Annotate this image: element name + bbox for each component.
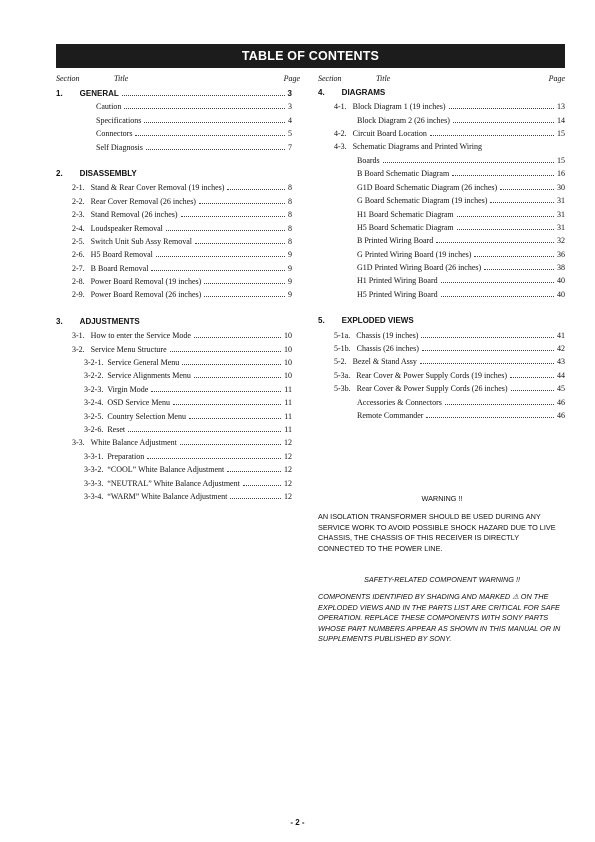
toc-entry-page: 46 — [557, 397, 565, 407]
toc-entry-page: 9 — [288, 277, 292, 287]
toc-entry[interactable] — [56, 140, 292, 153]
toc-entry[interactable] — [56, 207, 292, 220]
dot-leader — [457, 207, 554, 217]
toc-entry-page: 14 — [557, 115, 565, 125]
toc-entry-page: 9 — [288, 290, 292, 300]
toc-entry-title: G Board Schematic Diagram (19 inches) — [357, 196, 488, 206]
dot-leader — [452, 166, 554, 176]
toc-entry-page: 10 — [284, 331, 292, 341]
toc-entry-page: 30 — [557, 182, 565, 192]
dot-leader — [166, 221, 285, 231]
dot-leader — [421, 328, 554, 338]
toc-entry-number: 3-1. — [72, 331, 85, 341]
toc-entry-title: H5 Printed Wiring Board — [357, 289, 438, 299]
toc-entry[interactable] — [56, 221, 292, 234]
toc-section-heading[interactable] — [56, 86, 292, 99]
toc-entry[interactable] — [318, 328, 565, 341]
toc-entry-title: OSD Service Menu — [107, 398, 170, 408]
safety-body: COMPONENTS IDENTIFIED BY SHADING AND MARKED ⚠ ON THE EXPLODED VIEWS AND IN THE PARTS LIST ARE CRITICAL FOR SAFE OPERATION. REPLACE THESE COMPONENTS WITH SONY PARTS WHOSE PART NUMBERS APPEAR AS SHOWN IN THIS MANUAL OR IN SUPPLEMENTS PUBLISHED BY SONY. — [318, 592, 561, 644]
toc-entry-title: Preparation — [107, 451, 145, 461]
toc-entry[interactable] — [318, 341, 565, 354]
toc-entry[interactable] — [56, 342, 292, 355]
toc-entry[interactable] — [318, 381, 565, 394]
toc-entry-title: Caution — [96, 102, 122, 112]
dot-leader — [151, 382, 281, 392]
toc-entry-title: B Board Schematic Diagram — [357, 169, 450, 179]
toc-entry-page: 41 — [557, 330, 565, 340]
dot-leader — [189, 409, 281, 419]
toc-entry[interactable] — [56, 194, 292, 207]
toc-entry-title: “NEUTRAL” White Balance Adjustment — [107, 478, 240, 488]
dot-leader — [510, 368, 554, 378]
toc-entry[interactable] — [318, 166, 565, 179]
section-header: Section — [318, 74, 342, 83]
toc-section-heading[interactable] — [318, 86, 565, 99]
section-gap — [56, 153, 292, 167]
toc-entry-title: H1 Board Schematic Diagram — [357, 209, 454, 219]
section-gap — [318, 300, 565, 314]
toc-entry-title: Specifications — [96, 115, 142, 125]
toc-entry-title: Bezel & Stand Assy — [352, 357, 417, 367]
toc-entry-title: Rear Cover & Power Supply Cords (26 inches) — [356, 384, 508, 394]
toc-entry-number: 2. — [56, 168, 63, 178]
toc-entry-title: GENERAL — [79, 89, 119, 98]
page-number: - 2 - — [290, 818, 305, 827]
toc-entry[interactable] — [318, 207, 565, 220]
toc-entry-page: 11 — [284, 398, 292, 408]
toc-entry-number: 4-1. — [334, 102, 347, 112]
toc-entry-title: Rear Cover Removal (26 inches) — [90, 196, 196, 206]
toc-entry-title: H1 Printed Wiring Board — [357, 276, 438, 286]
toc-entry-title: Power Board Removal (19 inches) — [90, 277, 202, 287]
warning-body: AN ISOLATION TRANSFORMER SHOULD BE USED DURING ANY SERVICE WORK TO AVOID POSSIBLE SHOCK HAZARD DUE TO LIVE CHASSIS, THE CHASSIS OF THIS RECEIVER IS DIRECTLY CONNECTED TO THE POWER LINE. — [318, 512, 556, 553]
dot-leader — [124, 99, 285, 109]
toc-entry[interactable] — [56, 476, 292, 489]
page-header: Page — [283, 74, 300, 83]
toc-entry[interactable] — [318, 395, 565, 408]
toc-entry-page: 12 — [284, 478, 292, 488]
dot-leader — [230, 489, 281, 499]
toc-entry-number: 3-2-1. — [84, 358, 104, 368]
toc-entry[interactable] — [318, 153, 565, 166]
toc-entry-title: Circuit Board Location — [352, 129, 427, 139]
toc-entry-title: Country Selection Menu — [107, 411, 186, 421]
toc-entry[interactable] — [56, 113, 292, 126]
toc-entry-page: 4 — [288, 115, 292, 125]
toc-entry-page: 8 — [288, 196, 292, 206]
dot-leader — [181, 207, 285, 217]
toc-entry-title: Accessories & Connectors — [357, 397, 442, 407]
page-header: Page — [548, 74, 565, 83]
toc-entry-page: 11 — [284, 424, 292, 434]
toc-entry-number: 4-2. — [334, 129, 347, 139]
dot-leader — [151, 261, 285, 271]
toc-entry-number: 4-3. — [334, 141, 347, 151]
title-header: Title — [376, 74, 391, 83]
toc-entry-title: EXPLODED VIEWS — [341, 316, 414, 326]
toc-entry[interactable] — [56, 180, 292, 193]
dot-leader — [500, 180, 554, 190]
toc-entry-title: Stand Removal (26 inches) — [90, 210, 178, 220]
toc-entry-page: 31 — [557, 196, 565, 206]
toc-entry[interactable] — [56, 287, 292, 300]
toc-entry-title: Remote Commander — [357, 410, 424, 420]
warning-heading: WARNING !! — [421, 494, 463, 503]
toc-entry-page: 13 — [557, 102, 565, 112]
toc-entry[interactable] — [56, 409, 292, 422]
toc-entry-title: Loudspeaker Removal — [90, 223, 163, 233]
toc-entry-title: G1D Printed Wiring Board (26 inches) — [357, 263, 482, 273]
toc-entry-title: ADJUSTMENTS — [79, 316, 140, 326]
toc-entry-number: 5-1b. — [334, 344, 351, 354]
toc-entry[interactable] — [318, 247, 565, 260]
toc-entry-title: Service Alignments Menu — [107, 371, 191, 381]
dot-leader — [146, 140, 285, 150]
toc-entry-page: 42 — [557, 344, 565, 354]
toc-entry[interactable] — [56, 462, 292, 475]
toc-entry[interactable] — [318, 260, 565, 273]
toc-left-column — [56, 86, 292, 502]
toc-entry-title: Rear Cover & Power Supply Cords (19 inches) — [356, 370, 508, 380]
toc-entry-page: 11 — [284, 411, 292, 421]
dot-leader — [135, 126, 285, 136]
toc-entry-number: 2-7. — [72, 263, 85, 273]
toc-entry-page: 7 — [288, 142, 292, 152]
toc-entry-number: 3-2-2. — [84, 371, 104, 381]
toc-entry-number: 3-3-4. — [84, 491, 104, 501]
toc-entry-title: Switch Unit Sub Assy Removal — [90, 236, 193, 246]
toc-entry-page: 10 — [284, 358, 292, 368]
toc-section-heading[interactable] — [56, 167, 292, 180]
toc-entry-number: 3-2-4. — [84, 398, 104, 408]
dot-leader — [194, 328, 281, 338]
toc-entry-page: 8 — [288, 210, 292, 220]
dot-leader — [147, 449, 281, 459]
toc-entry-title: How to enter the Service Mode — [90, 331, 191, 341]
toc-entry-page: 9 — [288, 263, 292, 273]
toc-entry[interactable] — [318, 180, 565, 193]
toc-entry[interactable] — [318, 233, 565, 246]
toc-entry-page: 40 — [557, 276, 565, 286]
toc-entry[interactable] — [56, 489, 292, 502]
toc-entry-number: 3-2-3. — [84, 384, 104, 394]
dot-leader — [420, 354, 554, 364]
dot-leader — [227, 180, 285, 190]
dot-leader — [436, 233, 554, 243]
toc-entry-page: 3 — [287, 89, 292, 98]
toc-entry[interactable] — [318, 220, 565, 233]
toc-entry[interactable] — [318, 99, 565, 112]
dot-leader — [195, 234, 285, 244]
toc-entry[interactable] — [56, 126, 292, 139]
toc-entry-page: 12 — [284, 438, 292, 448]
toc-entry-page: 8 — [288, 183, 292, 193]
toc-entry[interactable] — [318, 287, 565, 300]
toc-entry-title: Stand & Rear Cover Removal (19 inches) — [90, 183, 225, 193]
toc-entry-number: 3-3-1. — [84, 451, 104, 461]
dot-leader — [474, 247, 554, 257]
dot-leader — [441, 287, 554, 297]
toc-entry-number: 5-1a. — [334, 330, 351, 340]
toc-entry-title: Virgin Mode — [107, 384, 149, 394]
toc-entry-page: 16 — [557, 169, 565, 179]
toc-entry-page: 31 — [557, 222, 565, 232]
safety-heading: SAFETY-RELATED COMPONENT WARNING !! — [363, 575, 521, 584]
dot-leader — [426, 408, 554, 418]
toc-entry-page: 8 — [288, 223, 292, 233]
dot-leader — [180, 435, 281, 445]
toc-entry[interactable] — [56, 328, 292, 341]
toc-entry[interactable] — [318, 113, 565, 126]
toc-entry-page: 12 — [284, 451, 292, 461]
dot-leader — [383, 153, 554, 163]
toc-entry-number: 3-3. — [72, 438, 85, 448]
toc-entry-number: 2-8. — [72, 277, 85, 287]
toc-entry[interactable] — [56, 449, 292, 462]
toc-entry-page: 44 — [557, 370, 565, 380]
toc-entry-page: 10 — [284, 344, 292, 354]
section-header: Section — [56, 74, 80, 83]
toc-entry-number: 3-3-3. — [84, 478, 104, 488]
toc-entry-title: Block Diagram 2 (26 inches) — [357, 115, 450, 125]
toc-entry-title: Reset — [107, 424, 126, 434]
toc-entry[interactable] — [56, 99, 292, 112]
dot-leader — [199, 194, 285, 204]
toc-entry-title: Schematic Diagrams and Printed Wiring — [352, 141, 482, 151]
right-column-header — [318, 74, 565, 86]
toc-entry-number: 1. — [56, 89, 63, 98]
dot-leader — [194, 368, 281, 378]
dot-leader — [449, 99, 554, 109]
dot-leader — [173, 395, 281, 405]
dot-leader — [457, 220, 554, 230]
toc-entry-page: 43 — [557, 357, 565, 367]
toc-entry-number: 2-9. — [72, 290, 85, 300]
dot-leader — [484, 260, 554, 270]
toc-entry-title: Connectors — [96, 129, 133, 139]
toc-entry-page: 32 — [557, 236, 565, 246]
toc-entry-number: 5. — [318, 316, 325, 326]
toc-entry-page: 8 — [288, 236, 292, 246]
toc-entry-page: 46 — [557, 410, 565, 420]
toc-entry-number: 2-1. — [72, 183, 85, 193]
toc-section-heading[interactable] — [56, 315, 292, 328]
toc-entry-number: 5-3b. — [334, 384, 351, 394]
toc-entry-number: 3. — [56, 316, 63, 326]
toc-entry-title: Self Diagnosis — [96, 142, 143, 152]
dot-leader — [204, 287, 285, 297]
toc-entry[interactable] — [56, 422, 292, 435]
toc-entry-title: White Balance Adjustment — [90, 438, 177, 448]
toc-entry[interactable] — [56, 247, 292, 260]
toc-entry-page: 36 — [557, 249, 565, 259]
toc-entry-number: 2-4. — [72, 223, 85, 233]
dot-leader — [490, 193, 554, 203]
toc-entry-number: 3-3-2. — [84, 465, 104, 475]
toc-entry[interactable] — [56, 435, 292, 448]
dot-leader — [453, 113, 554, 123]
toc-entry[interactable] — [318, 273, 565, 286]
toc-entry-number: 3-2. — [72, 344, 85, 354]
dot-leader — [156, 247, 285, 257]
toc-entry-page: 9 — [288, 250, 292, 260]
toc-entry-title: Block Diagram 1 (19 inches) — [352, 102, 446, 112]
toc-entry-title: “WARM” White Balance Adjustment — [107, 491, 228, 501]
toc-entry-page: 45 — [557, 384, 565, 394]
section-gap — [56, 301, 292, 315]
toc-entry-page: 11 — [284, 384, 292, 394]
toc-entry-page: 31 — [557, 209, 565, 219]
dot-leader — [511, 381, 554, 391]
toc-entry[interactable] — [56, 368, 292, 381]
toc-entry-title: “COOL” White Balance Adjustment — [107, 465, 225, 475]
toc-entry[interactable] — [56, 355, 292, 368]
toc-entry-title: G1D Board Schematic Diagram (26 inches) — [357, 182, 498, 192]
dot-leader — [445, 395, 554, 405]
toc-entry-number: 2-2. — [72, 196, 85, 206]
toc-entry-number: 3-2-5. — [84, 411, 104, 421]
dot-leader — [144, 113, 285, 123]
dot-leader — [204, 274, 285, 284]
toc-right-column — [318, 86, 565, 421]
toc-entry-page: 12 — [284, 465, 292, 475]
toc-entry[interactable] — [56, 234, 292, 247]
dot-leader — [243, 476, 281, 486]
toc-entry[interactable] — [56, 274, 292, 287]
toc-entry-page: 3 — [288, 102, 292, 112]
toc-entry[interactable] — [56, 395, 292, 408]
toc-entry-page: 40 — [557, 289, 565, 299]
toc-entry-number: 2-5. — [72, 236, 85, 246]
toc-entry[interactable] — [56, 261, 292, 274]
left-column-header — [56, 74, 300, 86]
toc-entry-title: B Printed Wiring Board — [357, 236, 434, 246]
toc-entry-number: 2-6. — [72, 250, 85, 260]
toc-entry-number: 5-3a. — [334, 370, 351, 380]
toc-entry-page: 12 — [284, 491, 292, 501]
dot-leader — [170, 342, 281, 352]
toc-entry[interactable] — [318, 368, 565, 381]
toc-entry[interactable] — [318, 193, 565, 206]
toc-entry-page: 15 — [557, 129, 565, 139]
toc-entry-title: Chassis (19 inches) — [356, 330, 419, 340]
toc-entry-page: 38 — [557, 263, 565, 273]
toc-entry[interactable] — [318, 354, 565, 367]
toc-entry-number: 4. — [318, 88, 325, 97]
toc-section-heading[interactable] — [318, 314, 565, 327]
toc-entry-title: H5 Board Schematic Diagram — [357, 222, 454, 232]
toc-entry-number: 2-3. — [72, 210, 85, 220]
toc-entry-title: DIAGRAMS — [341, 88, 386, 97]
toc-entry[interactable] — [318, 126, 565, 139]
toc-entry[interactable] — [318, 408, 565, 421]
dot-leader — [430, 126, 554, 136]
toc-entry-number: 5-2. — [334, 357, 347, 367]
toc-entry-title: G Printed Wiring Board (19 inches) — [357, 249, 472, 259]
toc-entry-title: B Board Removal — [90, 263, 149, 273]
toc-entry-number: 3-2-6. — [84, 424, 104, 434]
title-header: Title — [114, 74, 129, 83]
dot-leader — [227, 462, 281, 472]
warning-block — [318, 494, 566, 554]
toc-entry-title: Boards — [357, 155, 380, 165]
dot-leader — [182, 355, 281, 365]
dot-leader — [122, 86, 285, 96]
safety-warning-block — [318, 575, 566, 644]
toc-entry-page: 5 — [288, 129, 292, 139]
dot-leader — [422, 341, 554, 351]
dot-leader — [441, 273, 554, 283]
toc-entry[interactable] — [318, 140, 565, 153]
toc-entry-title: Power Board Removal (26 inches) — [90, 290, 202, 300]
toc-entry[interactable] — [56, 382, 292, 395]
toc-entry-title: H5 Board Removal — [90, 250, 153, 260]
toc-entry-title: DISASSEMBLY — [79, 168, 137, 178]
toc-entry-page: 15 — [557, 155, 565, 165]
toc-entry-title: Service Menu Structure — [90, 344, 167, 354]
toc-entry-title: Chassis (26 inches) — [356, 344, 419, 354]
toc-entry-title: Service General Menu — [107, 358, 180, 368]
toc-entry-page: 10 — [284, 371, 292, 381]
dot-leader — [128, 422, 281, 432]
page-title: TABLE OF CONTENTS — [56, 44, 565, 68]
